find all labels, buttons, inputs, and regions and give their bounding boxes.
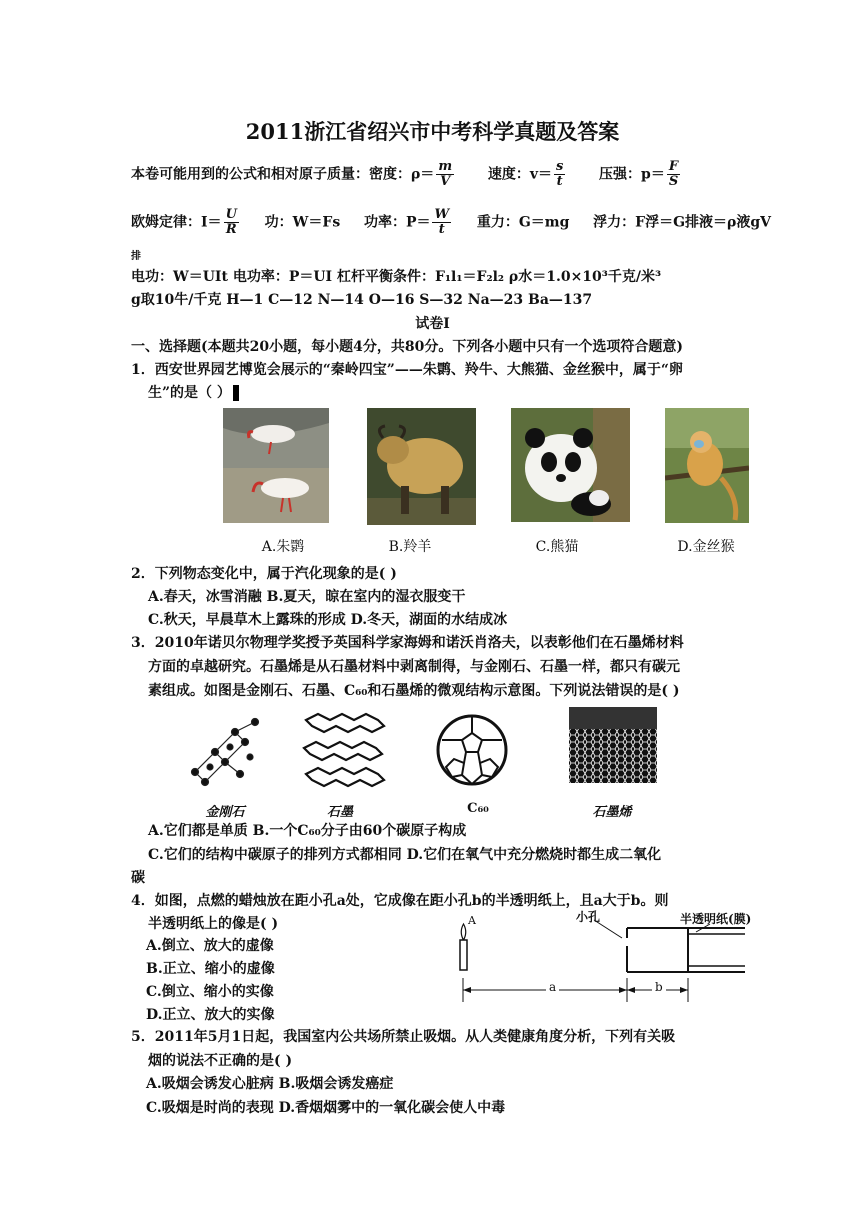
density-fraction: $\frac{m}{V}$	[438, 159, 453, 189]
pinhole-label: 小孔	[576, 910, 601, 924]
candle-point-label: A	[468, 914, 476, 927]
speed-formula-label: 速度：v＝	[487, 166, 552, 183]
q1-option-c: C.熊猫	[535, 539, 579, 555]
q3-options-line-2: C.它们的结构中碳原子的排列方式都相同 D.它们在氧气中充分燃烧时都生成二氧化	[148, 847, 662, 863]
c60-structure-figure	[432, 707, 512, 793]
ohm-formula-label: 欧姆定律：I＝	[131, 214, 222, 231]
formula-line-1	[131, 160, 682, 189]
diamond-label: 金刚石	[205, 805, 245, 820]
q2-options-line-1: A.春天，冰雪消融 B.夏天，晾在室内的湿衣服变干	[148, 589, 466, 605]
formula-line-4: g取10牛/千克 H—1 C—12 N—14 O—16 S—32 Na—23 Ba—137	[131, 292, 593, 308]
q5-options-line-2: C.吸烟是时尚的表现 D.香烟烟雾中的一氧化碳会使人中毒	[146, 1100, 506, 1116]
takin-photo	[367, 408, 476, 525]
q2-stem: 2．下列物态变化中，属于汽化现象的是( )	[131, 566, 397, 582]
q3-options-line-1: A.它们都是单质 B.一个C₆₀分子由60个碳原子构成	[148, 823, 467, 839]
q4-stem-line-2: 半透明纸上的像是( )	[148, 916, 279, 932]
diamond-structure-figure	[185, 712, 265, 792]
distance-a-label: a	[546, 980, 559, 994]
graphene-structure-figure	[569, 707, 657, 783]
buoyancy-subscript: 排	[131, 251, 141, 262]
formula-line-3: 电功：W＝UIt 电功率：P＝UI 杠杆平衡条件：F₁l₁＝F₂l₂ ρ水＝1.0×10³千克/米³	[131, 269, 662, 285]
page-title: 2011浙江省绍兴市中考科学真题及答案	[245, 119, 620, 144]
q1-stem-line-1: 1．西安世界园艺博览会展示的“秦岭四宝”——朱鹮、羚牛、大熊猫、金丝猴中，属于“卵	[131, 362, 683, 378]
pressure-formula-label: 压强：p＝	[599, 166, 665, 183]
work-formula: 功：W＝Fs	[264, 214, 341, 231]
q1-option-d: D.金丝猴	[677, 539, 735, 555]
formula-intro: 本卷可能用到的公式和相对原子质量：密度：ρ＝	[131, 166, 435, 183]
q4-option-d: D.正立、放大的实像	[146, 1007, 275, 1023]
ohm-fraction: $\frac{U}{R}$	[225, 207, 237, 237]
text-cursor	[233, 385, 239, 401]
q1-option-a: A.朱鹮	[261, 539, 305, 555]
panda-photo	[511, 408, 630, 522]
formula-line-2	[131, 208, 771, 237]
q1-option-b: B.羚羊	[388, 539, 432, 555]
q5-options-line-1: A.吸烟会诱发心脏病 B.吸烟会诱发癌症	[146, 1076, 394, 1092]
q4-option-a: A.倒立、放大的虚像	[146, 938, 274, 954]
q4-option-b: B.正立、缩小的虚像	[146, 961, 275, 977]
q5-stem-line-2: 烟的说法不正确的是( )	[148, 1053, 293, 1069]
graphite-label: 石墨	[326, 805, 353, 820]
q3-stem-line-3: 素组成。如图是金刚石、石墨、C₆₀和石墨烯的微观结构示意图。下列说法错误的是( )	[148, 683, 680, 699]
graphite-structure-figure	[298, 708, 390, 790]
translucent-paper-label: 半透明纸(膜)	[680, 912, 752, 926]
q2-options-line-2: C.秋天，早晨草木上露珠的形成 D.冬天，湖面的水结成冰	[148, 612, 508, 628]
speed-fraction: $\frac{s}{t}$	[555, 159, 564, 189]
q1-stem-line-2: 生”的是（ ）	[148, 384, 239, 402]
q3-stem-line-1: 3．2010年诺贝尔物理学奖授予英国科学家海姆和诺沃肖洛夫，以表彰他们在石墨烯材料	[131, 635, 684, 651]
pressure-fraction: $\frac{F}{S}$	[668, 159, 679, 189]
distance-b-label: b	[652, 980, 666, 994]
q4-stem-line-1: 4．如图，点燃的蜡烛放在距小孔a处，它成像在距小孔b的半透明纸上，且a大于b。则	[131, 893, 669, 909]
buoyancy-formula: 浮力：F浮＝G排液＝ρ液gV	[593, 214, 772, 231]
q3-options-line-3: 碳	[131, 870, 145, 886]
power-formula-label: 功率：P＝	[363, 214, 431, 231]
golden-monkey-photo	[665, 408, 749, 523]
section-title: 试卷Ⅰ	[415, 316, 450, 332]
q3-stem-line-2: 方面的卓越研究。石墨烯是从石墨材料中剥离制得，与金刚石、石墨一样，都只有碳元	[148, 659, 680, 675]
ibis-photo	[223, 408, 329, 523]
power-fraction: $\frac{W}{t}$	[434, 207, 450, 237]
c60-label: C₆₀	[467, 801, 489, 816]
section-instructions: 一、选择题(本题共20小题，每小题4分，共80分。下列各小题中只有一个选项符合题意)	[131, 339, 683, 355]
q5-stem-line-1: 5．2011年5月1日起，我国室内公共场所禁止吸烟。从人类健康角度分析，下列有关吸	[131, 1029, 676, 1045]
gravity-formula: 重力：G＝mg	[476, 214, 570, 231]
q4-option-c: C.倒立、缩小的实像	[146, 984, 274, 1000]
graphene-label: 石墨烯	[592, 805, 632, 820]
